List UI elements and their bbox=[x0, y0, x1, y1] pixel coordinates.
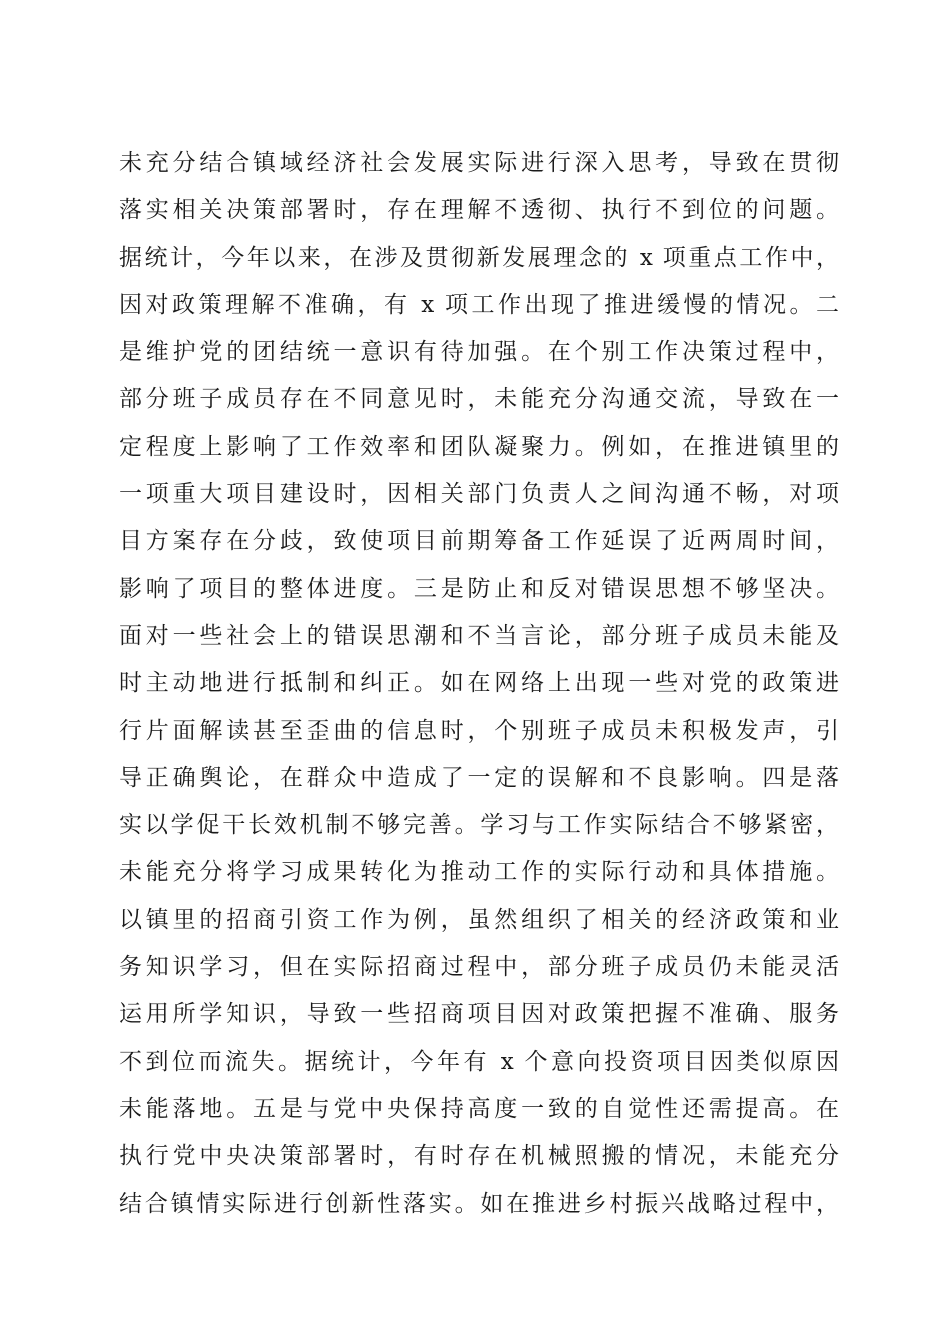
text-line: 影响了项目的整体进度。三是防止和反对错误思想不够坚决。 bbox=[119, 575, 839, 602]
text-line: 未能落地。五是与党中央保持高度一致的自觉性还需提高。在 bbox=[119, 1095, 839, 1122]
document-body bbox=[119, 140, 839, 1228]
text-line: 以镇里的招商引资工作为例，虽然组织了相关的经济政策和业 bbox=[119, 906, 839, 933]
text-line: 未能充分将学习成果转化为推动工作的实际行动和具体措施。 bbox=[119, 859, 839, 886]
text-line: 目方案存在分歧，致使项目前期筹备工作延误了近两周时间， bbox=[119, 528, 839, 555]
text-line: 执行党中央决策部署时，有时存在机械照搬的情况，未能充分 bbox=[119, 1143, 839, 1170]
text-line: 务知识学习，但在实际招商过程中，部分班子成员仍未能灵活 bbox=[119, 954, 839, 981]
text-line: 是维护党的团结统一意识有待加强。在个别工作决策过程中， bbox=[119, 339, 839, 366]
text-line: 实以学促干长效机制不够完善。学习与工作实际结合不够紧密， bbox=[119, 812, 839, 839]
text-line: 运用所学知识，导致一些招商项目因对政策把握不准确、服务 bbox=[119, 1001, 839, 1028]
text-line: 结合镇情实际进行创新性落实。如在推进乡村振兴战略过程中， bbox=[119, 1190, 839, 1217]
text-line: 行片面解读甚至歪曲的信息时，个别班子成员未积极发声，引 bbox=[119, 717, 839, 744]
text-line: 时主动地进行抵制和纠正。如在网络上出现一些对党的政策进 bbox=[119, 670, 839, 697]
text-line: 部分班子成员存在不同意见时，未能充分沟通交流，导致在一 bbox=[119, 386, 839, 413]
text-line: 定程度上影响了工作效率和团队凝聚力。例如，在推进镇里的 bbox=[119, 433, 839, 460]
text-line: 落实相关决策部署时，存在理解不透彻、执行不到位的问题。 bbox=[119, 197, 839, 224]
text-line: 面对一些社会上的错误思潮和不当言论，部分班子成员未能及 bbox=[119, 622, 839, 649]
text-line: 不到位而流失。据统计，今年有 x 个意向投资项目因类似原因 bbox=[119, 1048, 839, 1075]
text-line: 因对政策理解不准确，有 x 项工作出现了推进缓慢的情况。二 bbox=[119, 291, 839, 318]
text-line: 一项重大项目建设时，因相关部门负责人之间沟通不畅，对项 bbox=[119, 481, 839, 508]
text-line: 未充分结合镇域经济社会发展实际进行深入思考，导致在贯彻 bbox=[119, 150, 839, 176]
text-line: 据统计，今年以来，在涉及贯彻新发展理念的 x 项重点工作中， bbox=[119, 244, 839, 271]
text-line: 导正确舆论，在群众中造成了一定的误解和不良影响。四是落 bbox=[119, 764, 839, 791]
